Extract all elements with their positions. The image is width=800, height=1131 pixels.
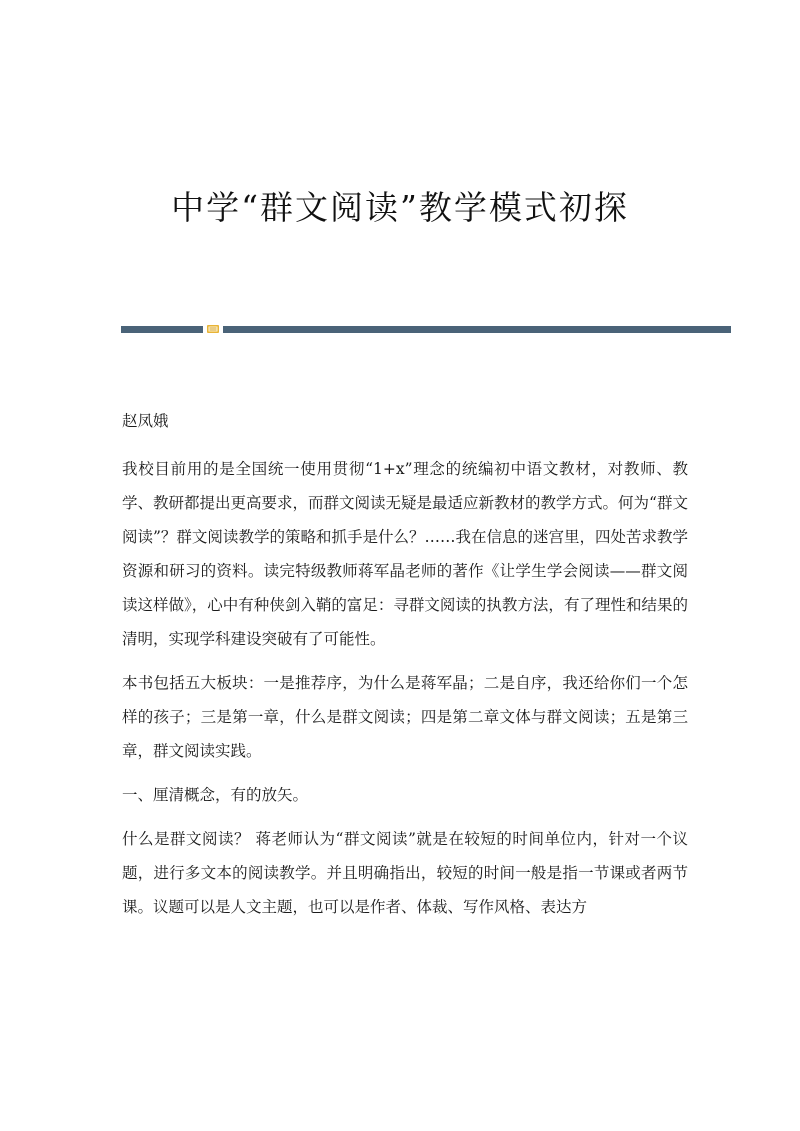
paragraph-intro: 我校目前用的是全国统一使用贯彻“1+x”理念的统编初中语文教材，对教师、教学、教研都提出更高要求，而群文阅读无疑是最适应新教材的教学方式。何为“群文阅读”？群文阅读教学的策略和抓手是什么？……我在信息的迷宫里，四处苦求教学资源和研习的资料。读完特级教师蒋军晶老师的著作《让学生学会阅读——群文阅读这样做》，心中有种侠剑入鞘的富足：寻群文阅读的执教方法，有了理性和结果的清明，实现学科建设突破有了可能性。 [122, 460, 688, 648]
title-divider [121, 326, 731, 333]
book-emblem-icon [206, 323, 220, 335]
author-name: 赵凤娥 [122, 412, 169, 430]
divider-bar-right [223, 326, 731, 333]
document-body [122, 404, 688, 934]
document-title: 中学“群文阅读”教学模式初探 [171, 188, 629, 227]
paragraph-definition: 什么是群文阅读？ 蒋老师认为“群文阅读”就是在较短的时间单位内，针对一个议题，进行多文本的阅读教学。并且明确指出，较短的时间一般是指一节课或者两节课。议题可以是人文主题，也可以是作者、体裁、写作风格、表达方 [122, 830, 688, 916]
paragraph-book-sections: 本书包括五大板块：一是推荐序，为什么是蒋军晶；二是自序，我还给你们一个怎样的孩子；三是第一章，什么是群文阅读；四是第二章文体与群文阅读；五是第三章，群文阅读实践。 [122, 674, 688, 760]
section-heading-one: 一、厘清概念，有的放矢。 [122, 786, 309, 804]
divider-bar-left [121, 326, 203, 333]
